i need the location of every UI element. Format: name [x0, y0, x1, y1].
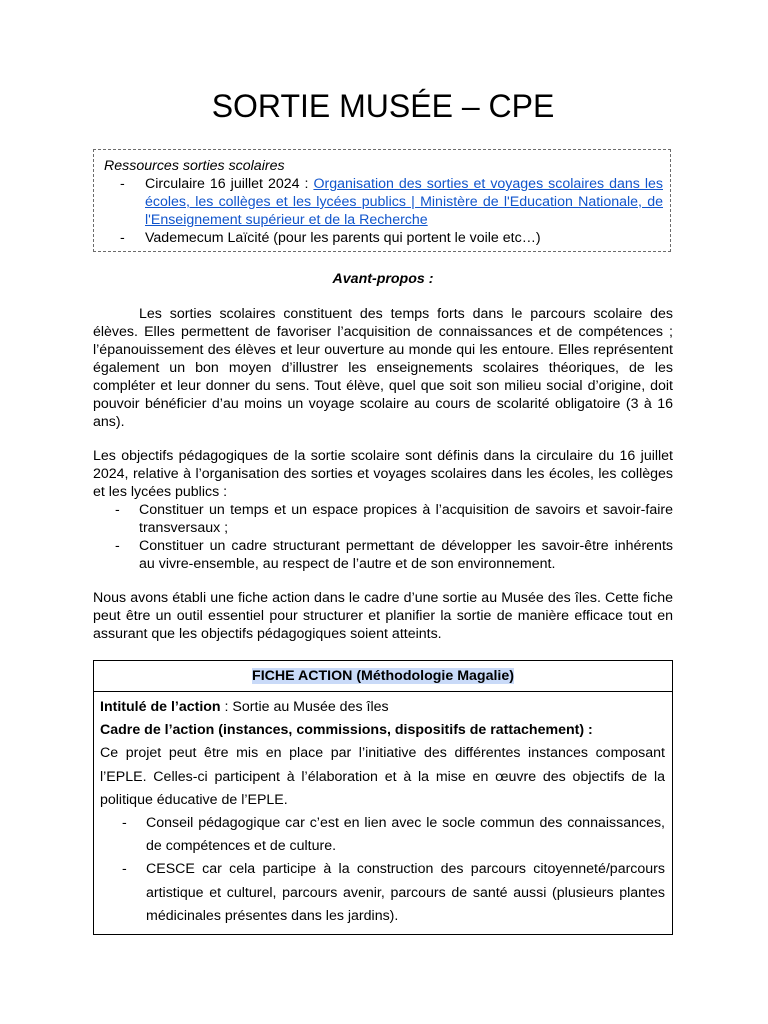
objectives-section: [93, 447, 673, 573]
intro-paragraph: Les sorties scolaires constituent des temps forts dans le parcours scolaire des élèves. Elles permettent de favoriser l’acquisition de connaissances et de compétences ; l’épanouissement des élèves et leur ouverture au monde qui les entoure. Elles représentent également un bon moyen d’illustrer les enseignements scolaires théoriques, de les compléter et leur donner du sens. Tout élève, quel que soit son milieu social d’origine, doit pouvoir bénéficier d’au moins un voyage scolaire au cours de scolarité obligatoire (3 à 16 ans).: [93, 306, 673, 430]
cadre-label: Cadre de l’action (instances, commissions, dispositifs de rattachement) :: [100, 722, 593, 739]
list-item: - Constituer un cadre structurant permettant de développer les savoir-être inhérents au vivre-ensemble, au respect de l’autre et de son environnement.: [93, 537, 673, 573]
fiche-action-title: FICHE ACTION (Méthodologie Magalie): [252, 668, 514, 684]
cadre-text: Ce projet peut être mis en place par l’initiative des différentes instances composant l’EPLE. Celles-ci participent à l’élaboration et à la mise en œuvre des objectifs de la politique éducative de l’EPLE.: [100, 745, 665, 808]
instances-list: [100, 812, 665, 928]
resources-heading: Ressources sorties scolaires: [104, 158, 285, 174]
circulaire-prefix: Circulaire 16 juillet 2024 :: [145, 176, 314, 192]
resources-list: [104, 175, 663, 247]
list-item: - CESCE car cela participe à la construction des parcours citoyenneté/parcours artistique et culturel, parcours avenir, parcours de santé aussi (plusieurs plantes médicinales présentes dans les jardins).: [100, 858, 665, 928]
list-item: - Conseil pédagogique car c’est en lien avec le socle commun des connaissances, de compétences et de culture.: [100, 812, 665, 858]
intitule-value: : Sortie au Musée des îles: [220, 699, 389, 715]
fiche-action-body: [94, 692, 672, 934]
objectives-list: [93, 501, 673, 573]
avant-propos-heading: Avant-propos :: [332, 271, 434, 287]
page-title: SORTIE MUSÉE – CPE: [211, 88, 555, 124]
objectives-intro: Les objectifs pédagogiques de la sortie scolaire sont définis dans la circulaire du 16 juillet 2024, relative à l’organisation des sorties et voyages scolaires dans les écoles, les collèges et les lycées publics :: [93, 448, 673, 500]
fiche-action-header: [94, 661, 672, 692]
list-item: - Constituer un temps et un espace propices à l’acquisition de savoirs et savoir-faire transversaux ;: [93, 501, 673, 537]
fiche-intro-paragraph: Nous avons établi une fiche action dans le cadre d’une sortie au Musée des îles. Cette fiche peut être un outil essentiel pour structurer et planifier la sortie de manière efficace tout en assurant que les objectifs pédagogiques soient atteints.: [93, 590, 673, 642]
intitule-line: [100, 696, 665, 719]
intitule-label: Intitulé de l’action: [100, 699, 221, 715]
fiche-action-table: [93, 660, 673, 935]
circulaire-link[interactable]: Organisation des sorties et voyages scolaires dans les écoles, les collèges et les lycées publics | Ministère de l'Education Nationale, de l'Enseignement supérieur et de la Recherche: [145, 176, 663, 228]
resources-box: [93, 149, 671, 252]
vademecum-text: Vademecum Laïcité (pour les parents qui portent le voile etc…): [145, 230, 541, 246]
list-item: [104, 229, 663, 247]
list-item: [104, 175, 663, 229]
